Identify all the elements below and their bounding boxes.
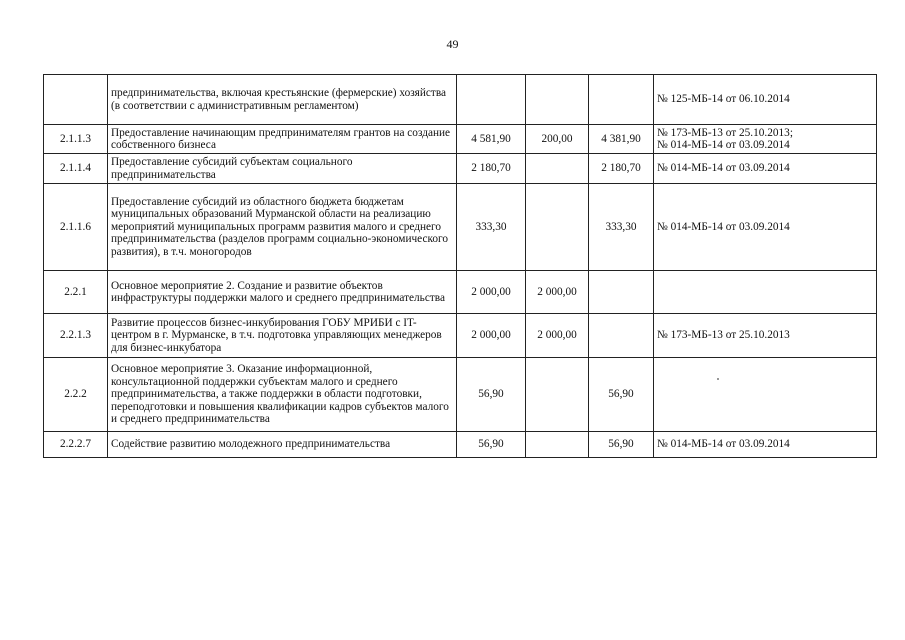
row-amount-b: 2 180,70 xyxy=(589,154,654,184)
table-row xyxy=(44,432,877,458)
row-code: 2.2.1 xyxy=(44,271,108,314)
row-code: 2.1.1.4 xyxy=(44,154,108,184)
row-amount-a xyxy=(526,358,589,432)
row-amount-b: 56,90 xyxy=(589,432,654,458)
row-amount-a: 2 000,00 xyxy=(526,271,589,314)
table-row xyxy=(44,125,877,154)
row-total-amount: 4 581,90 xyxy=(457,125,526,154)
page-number: 49 xyxy=(446,37,459,51)
row-total-amount: 333,30 xyxy=(457,184,526,271)
regulation-ref: № 173-МБ-13 от 25.10.2013 xyxy=(657,329,790,342)
row-code: 2.1.1.3 xyxy=(44,125,108,154)
row-regulation-refs xyxy=(654,432,877,458)
row-regulation-refs xyxy=(654,75,877,125)
row-amount-b xyxy=(589,314,654,358)
row-total-amount: 2 000,00 xyxy=(457,314,526,358)
row-amount-b: 333,30 xyxy=(589,184,654,271)
row-total-amount: 2 000,00 xyxy=(457,271,526,314)
row-amount-a: 2 000,00 xyxy=(526,314,589,358)
program-funding-table xyxy=(43,74,877,458)
row-code: 2.2.2.7 xyxy=(44,432,108,458)
row-regulation-refs xyxy=(654,358,877,432)
table-row xyxy=(44,314,877,358)
row-description: Основное мероприятие 3. Оказание информационной, консультационной поддержки субъектам малого и среднего предпринимательства, а также поддержки в области подготовки, переподготовки и повышения квалификации кадров субъектов малого и среднего предпринимательства xyxy=(108,358,457,432)
row-code: 2.2.1.3 xyxy=(44,314,108,358)
table-row xyxy=(44,358,877,432)
regulation-ref: № 014-МБ-14 от 03.09.2014 xyxy=(657,220,790,233)
row-description: Предоставление начинающим предпринимателям грантов на создание собственного бизнеса xyxy=(108,125,457,154)
row-description: Основное мероприятие 2. Создание и развитие объектов инфраструктуры поддержки малого и среднего предпринимательства xyxy=(108,271,457,314)
regulation-ref: № 125-МБ-14 от 06.10.2014 xyxy=(657,93,790,106)
table-row xyxy=(44,184,877,271)
row-code: 2.1.1.6 xyxy=(44,184,108,271)
row-amount-a xyxy=(526,184,589,271)
row-total-amount xyxy=(457,75,526,125)
row-code: 2.2.2 xyxy=(44,358,108,432)
row-total-amount: 2 180,70 xyxy=(457,154,526,184)
row-regulation-refs xyxy=(654,154,877,184)
row-amount-a xyxy=(526,75,589,125)
row-description: Содействие развитию молодежного предпринимательства xyxy=(108,432,457,458)
table-row xyxy=(44,271,877,314)
row-amount-a xyxy=(526,154,589,184)
row-total-amount: 56,90 xyxy=(457,432,526,458)
regulation-ref: № 014-МБ-14 от 03.09.2014 xyxy=(657,162,790,175)
row-amount-b: 56,90 xyxy=(589,358,654,432)
row-amount-b xyxy=(589,75,654,125)
row-description: Развитие процессов бизнес-инкубирования ГОБУ МРИБИ с IT-центром в г. Мурманске, в т.ч. подготовка управляющих менеджеров для бизнес-инкубатора xyxy=(108,314,457,358)
regulation-ref: № 014-МБ-14 от 03.09.2014 xyxy=(657,139,790,151)
row-regulation-refs xyxy=(654,271,877,314)
table-row xyxy=(44,154,877,184)
row-amount-a: 200,00 xyxy=(526,125,589,154)
row-amount-a xyxy=(526,432,589,458)
row-regulation-refs xyxy=(654,125,877,154)
row-description: предпринимательства, включая крестьянские (фермерские) хозяйства (в соответствии с административным регламентом) xyxy=(108,75,457,125)
table-row xyxy=(44,75,877,125)
regulation-ref: № 173-МБ-13 от 25.10.2013; xyxy=(657,126,793,139)
row-description: Предоставление субсидий из областного бюджета бюджетам муниципальных образований Мурманской области на реализацию мероприятий муниципальных программ развития малого и среднего предпринимательства (разделов программ социально-экономического развития), в т.ч. моногородов xyxy=(108,184,457,271)
row-regulation-refs xyxy=(654,184,877,271)
regulation-ref: № 014-МБ-14 от 03.09.2014 xyxy=(657,438,790,451)
row-code xyxy=(44,75,108,125)
row-amount-b xyxy=(589,271,654,314)
row-amount-b: 4 381,90 xyxy=(589,125,654,154)
scan-speck xyxy=(717,378,719,380)
row-total-amount: 56,90 xyxy=(457,358,526,432)
row-description: Предоставление субсидий субъектам социального предпринимательства xyxy=(108,154,457,184)
row-regulation-refs xyxy=(654,314,877,358)
